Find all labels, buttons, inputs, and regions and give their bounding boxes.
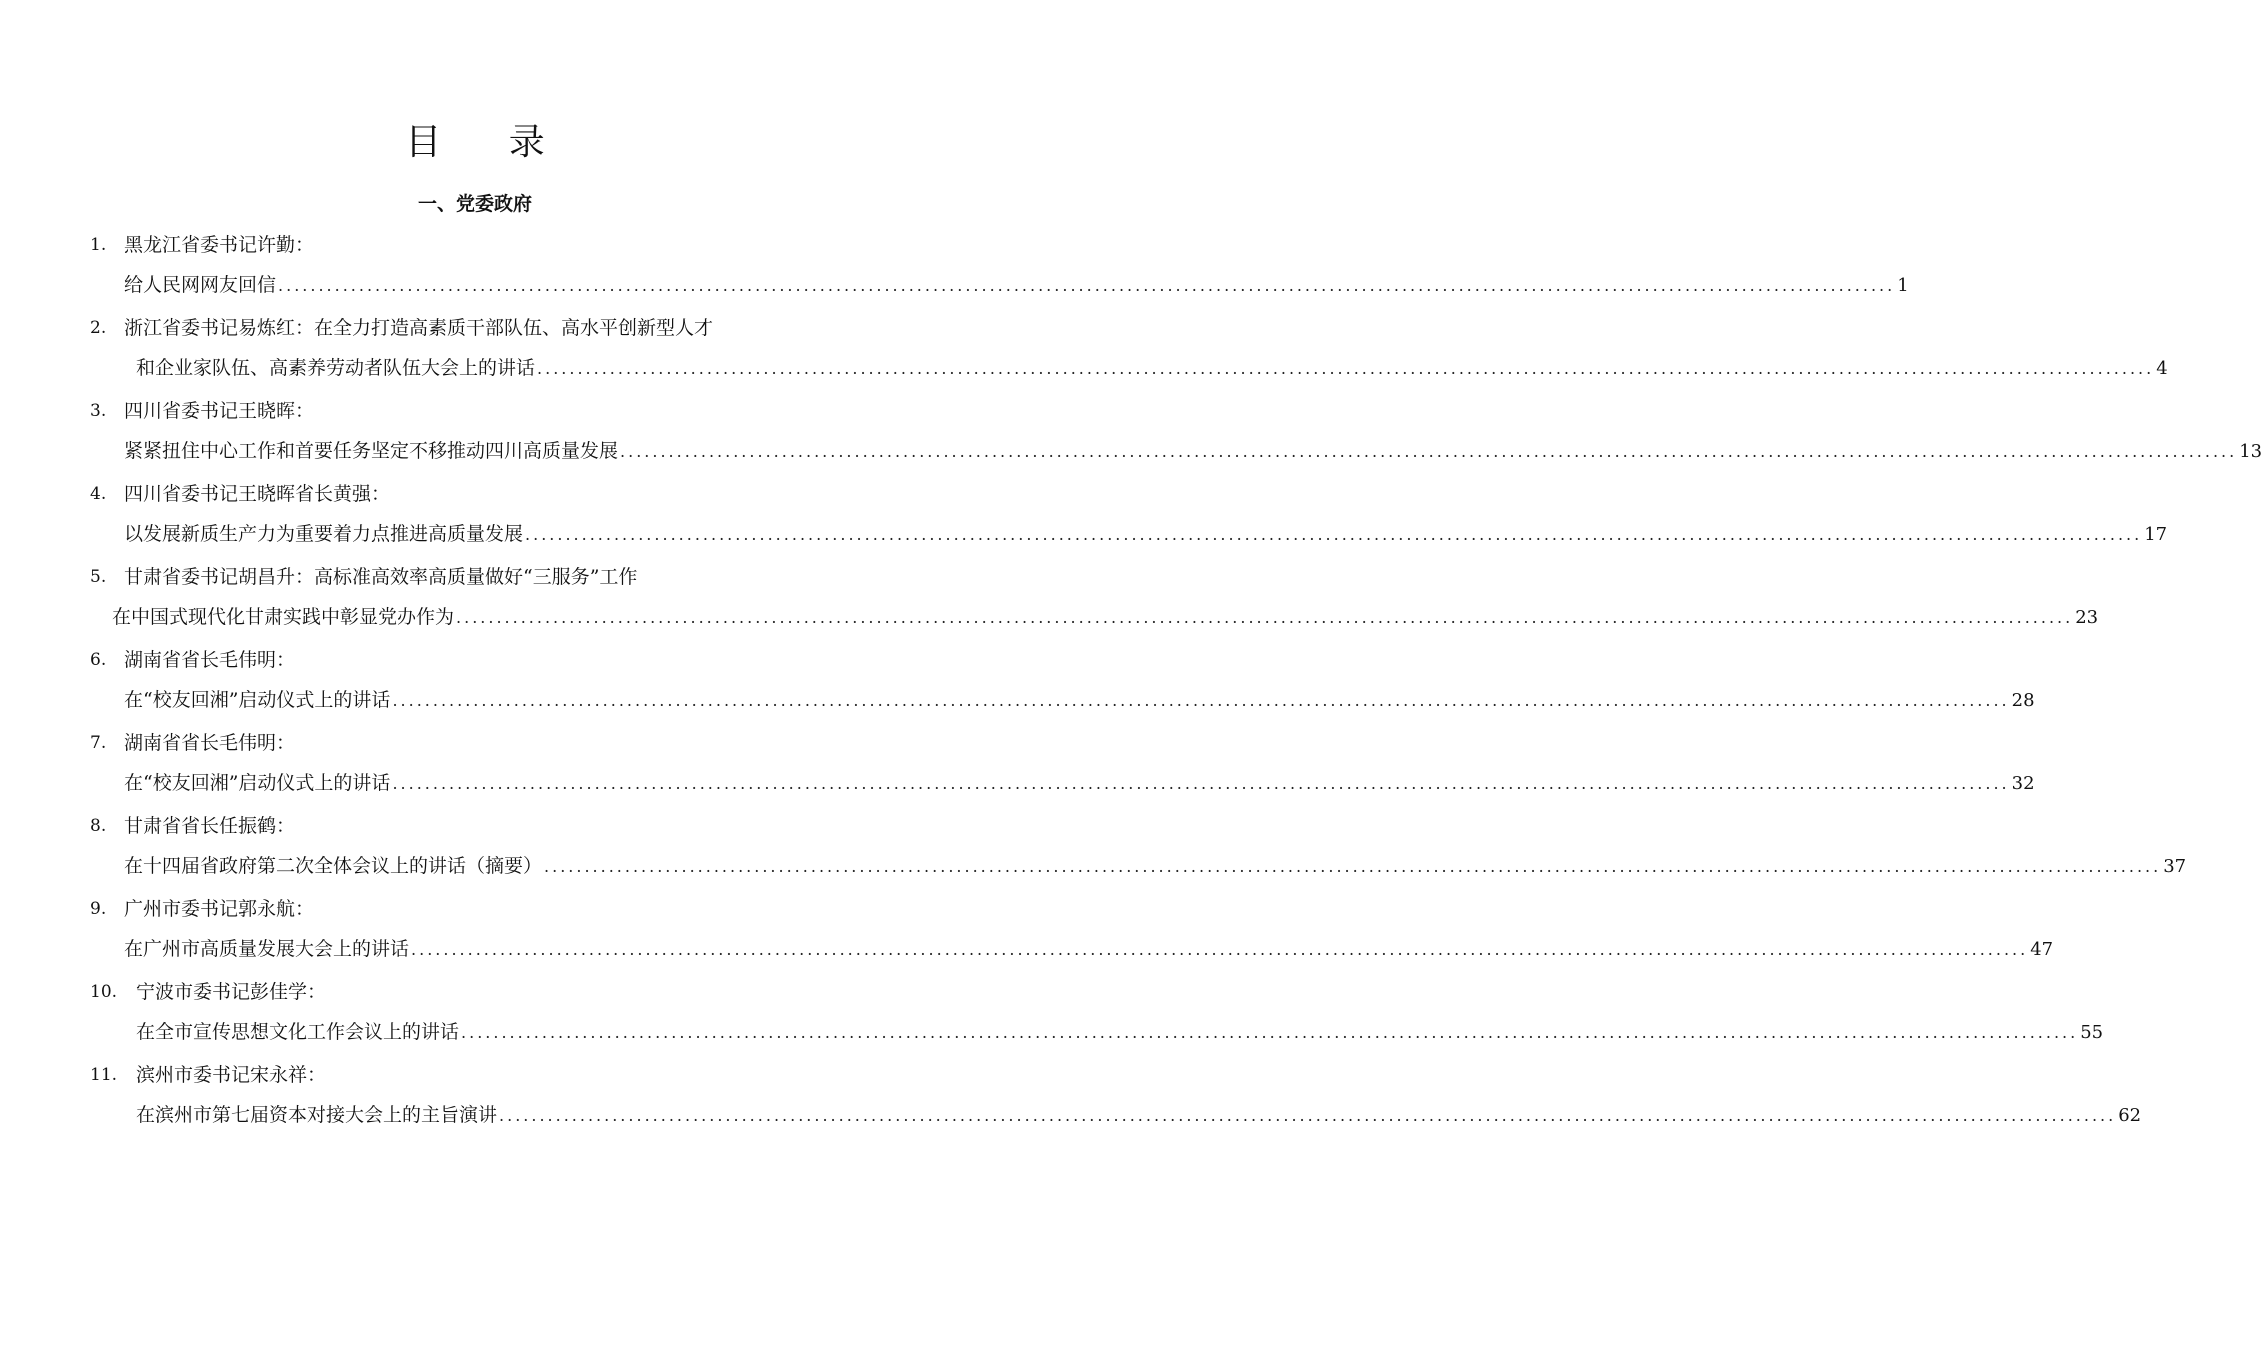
entry-number: 5. [90, 567, 107, 587]
entry-title-line [136, 353, 2168, 383]
toc-entry[interactable] [0, 562, 2099, 645]
dot-leader: ........................................................................................................................................................................................................ [411, 940, 2029, 959]
entry-speaker: 黑龙江省委书记许勤： [124, 234, 315, 256]
entry-title: 和企业家队伍、高素养劳动者队伍大会上的讲话 [136, 357, 536, 379]
entry-page-number: 17 [2144, 524, 2168, 545]
dot-leader: ........................................................................................................................................................................................................ [544, 857, 2162, 876]
entry-title: 在“校友回湘”启动仪式上的讲话 [124, 772, 391, 794]
toc-entry[interactable] [0, 1060, 2142, 1143]
entry-speaker: 宁波市委书记彭佳学： [136, 981, 327, 1003]
entry-speaker: 浙江省委书记易炼红：在全力打造高素质干部队伍、高水平创新型人才 [124, 317, 714, 339]
entry-title-line [124, 270, 1909, 300]
entry-title: 在滨州市第七届资本对接大会上的主旨演讲 [136, 1104, 498, 1126]
entry-number: 2. [90, 318, 107, 338]
entry-title-line [124, 685, 2035, 715]
entry-speaker: 甘肃省委书记胡昌升：高标准高效率高质量做好“三服务”工作 [124, 566, 638, 588]
dot-leader: ........................................................................................................................................................................................................ [620, 442, 2238, 461]
entry-title: 在中国式现代化甘肃实践中彰显党办作为 [112, 606, 455, 628]
entry-number: 11. [90, 1065, 118, 1085]
entry-title-line [136, 1017, 2104, 1047]
entry-title: 在全市宣传思想文化工作会议上的讲话 [136, 1021, 460, 1043]
entry-number: 1. [90, 235, 107, 255]
entry-page-number: 4 [2156, 358, 2168, 379]
entry-speaker: 滨州市委书记宋永祥： [136, 1064, 327, 1086]
entry-number: 6. [90, 650, 107, 670]
entry-page-number: 32 [2011, 773, 2035, 794]
table-of-contents [0, 230, 2262, 1143]
entry-title-line [124, 519, 2168, 549]
entry-page-number: 37 [2163, 856, 2187, 877]
dot-leader: ........................................................................................................................................................................................................ [537, 359, 2155, 378]
dot-leader: ........................................................................................................................................................................................................ [525, 525, 2143, 544]
entry-title-line [124, 851, 2187, 881]
entry-number: 3. [90, 401, 107, 421]
entry-title: 在广州市高质量发展大会上的讲话 [124, 938, 410, 960]
entry-speaker: 甘肃省省长任振鹤： [124, 815, 296, 837]
dot-leader: ........................................................................................................................................................................................................ [392, 774, 2010, 793]
entry-page-number: 28 [2011, 690, 2035, 711]
entry-speaker: 湖南省省长毛伟明： [124, 732, 296, 754]
entry-number: 7. [90, 733, 107, 753]
dot-leader: ........................................................................................................................................................................................................ [278, 276, 1896, 295]
page-title: 目 录 [405, 122, 573, 163]
entry-page-number: 13 [2239, 441, 2262, 462]
toc-entry[interactable] [0, 230, 1909, 313]
entry-page-number: 1 [1897, 275, 1909, 296]
dot-leader: ........................................................................................................................................................................................................ [461, 1023, 2079, 1042]
toc-entry[interactable] [0, 977, 2104, 1060]
entry-title-line [112, 602, 2099, 632]
entry-page-number: 55 [2080, 1022, 2104, 1043]
entry-number: 10. [90, 982, 118, 1002]
entry-number: 8. [90, 816, 107, 836]
entry-page-number: 23 [2075, 607, 2099, 628]
entry-speaker: 湖南省省长毛伟明： [124, 649, 296, 671]
toc-entry[interactable] [0, 313, 2168, 396]
toc-entry[interactable] [0, 479, 2168, 562]
toc-entry[interactable] [0, 811, 2187, 894]
entry-number: 4. [90, 484, 107, 504]
entry-page-number: 62 [2118, 1105, 2142, 1126]
toc-entry[interactable] [0, 728, 2035, 811]
entry-speaker: 四川省委书记王晓晖： [124, 400, 315, 422]
toc-entry[interactable] [0, 396, 2262, 479]
toc-entry[interactable] [0, 894, 2054, 977]
entry-title-line [124, 934, 2054, 964]
dot-leader: ........................................................................................................................................................................................................ [456, 608, 2074, 627]
entry-speaker: 广州市委书记郭永航： [124, 898, 315, 920]
entry-title: 紧紧扭住中心工作和首要任务坚定不移推动四川高质量发展 [124, 440, 619, 462]
entry-number: 9. [90, 899, 107, 919]
entry-page-number: 47 [2030, 939, 2054, 960]
entry-speaker: 四川省委书记王晓晖省长黄强： [124, 483, 391, 505]
entry-title-line [136, 1100, 2142, 1130]
entry-title: 在十四届省政府第二次全体会议上的讲话（摘要） [124, 855, 543, 877]
section-heading: 一、党委政府 [417, 193, 532, 215]
toc-entry[interactable] [0, 645, 2035, 728]
entry-title: 以发展新质生产力为重要着力点推进高质量发展 [124, 523, 524, 545]
dot-leader: ........................................................................................................................................................................................................ [392, 691, 2010, 710]
entry-title-line [124, 436, 2262, 466]
entry-title: 在“校友回湘”启动仪式上的讲话 [124, 689, 391, 711]
entry-title: 给人民网网友回信 [124, 274, 277, 296]
entry-title-line [124, 768, 2035, 798]
dot-leader: ........................................................................................................................................................................................................ [499, 1106, 2117, 1125]
